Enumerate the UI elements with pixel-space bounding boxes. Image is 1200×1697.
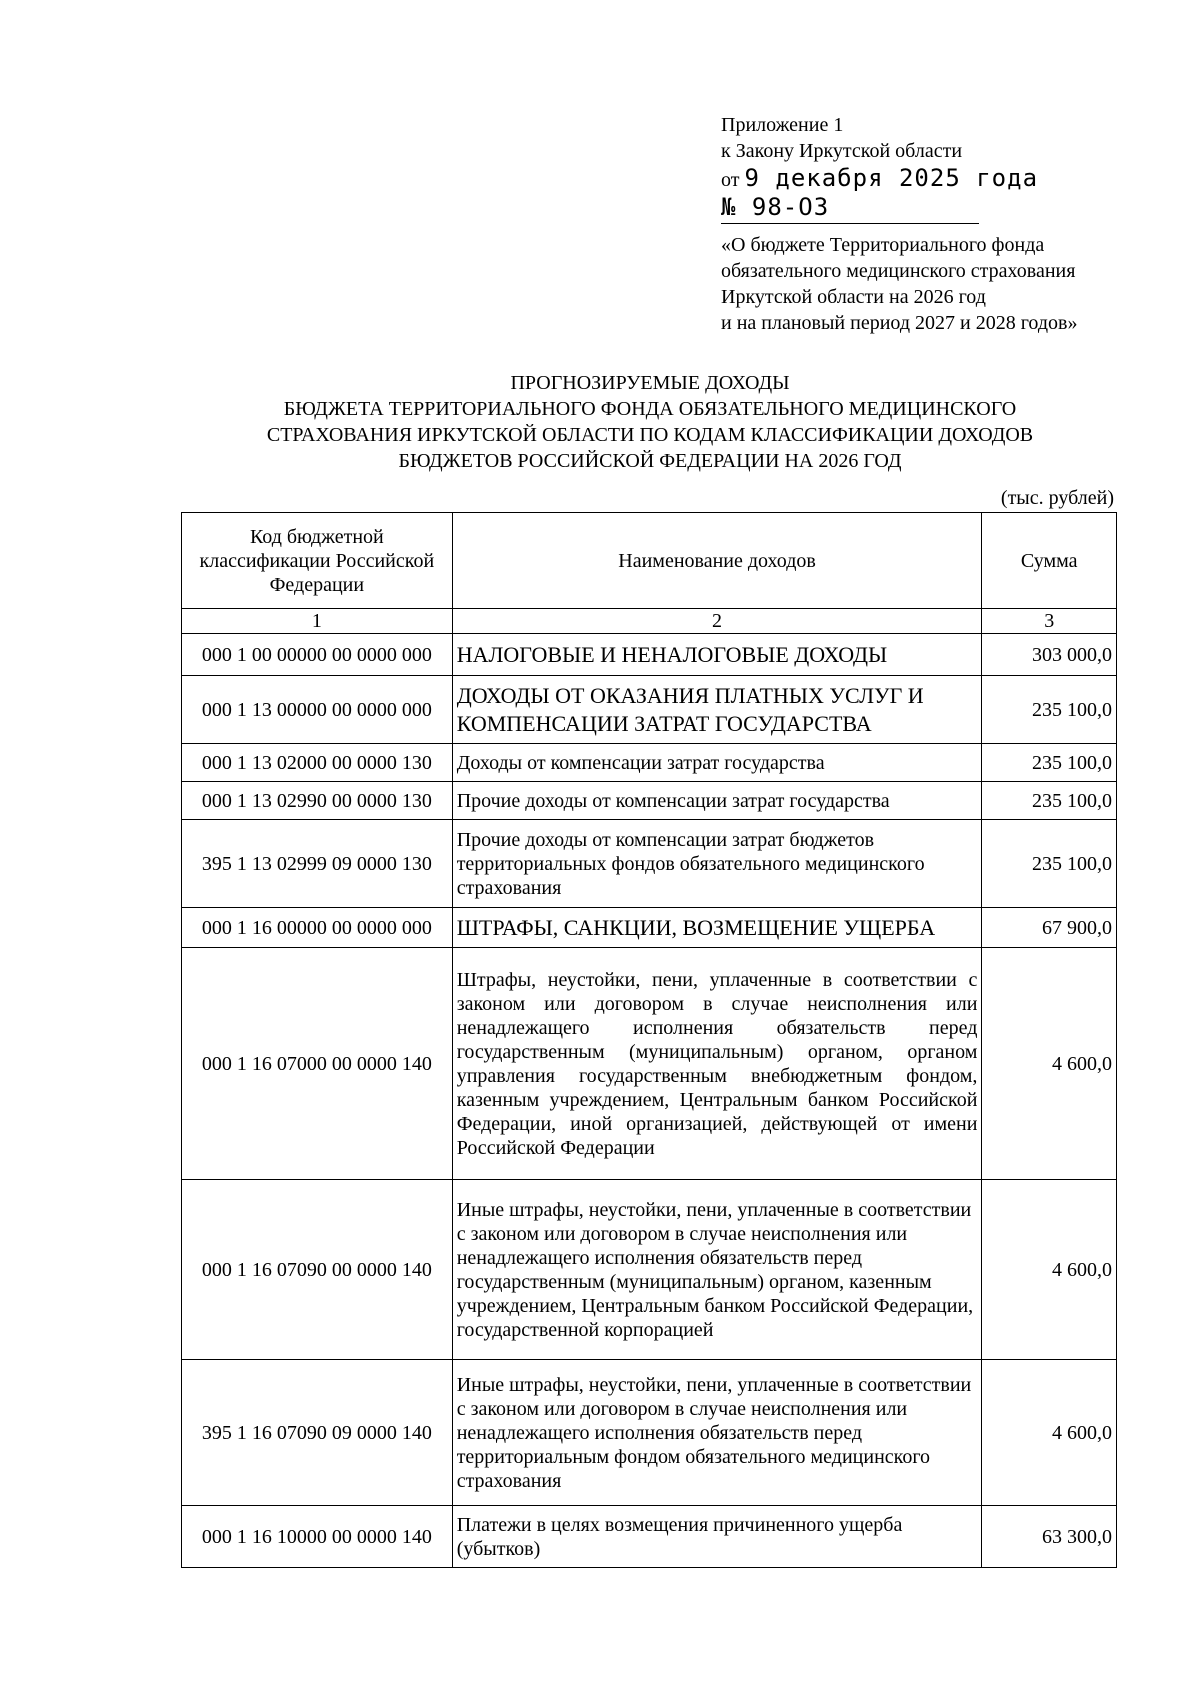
row-sum: 235 100,0 [982, 676, 1117, 744]
law-title-line: Иркутской области на 2026 год [721, 286, 986, 308]
table-row [182, 1360, 1117, 1506]
header-sum: Сумма [982, 513, 1117, 609]
row-name: ШТРАФЫ, САНКЦИИ, ВОЗМЕЩЕНИЕ УЩЕРБА [452, 908, 982, 948]
law-number: № 98-ОЗ [721, 193, 979, 224]
header-name: Наименование доходов [452, 513, 982, 609]
row-code: 000 1 13 00000 00 0000 000 [182, 676, 453, 744]
row-code: 000 1 16 00000 00 0000 000 [182, 908, 453, 948]
row-code: 000 1 13 02000 00 0000 130 [182, 744, 453, 782]
row-sum: 4 600,0 [982, 948, 1117, 1180]
row-sum: 63 300,0 [982, 1506, 1117, 1568]
row-name: Штрафы, неустойки, пени, уплаченные в соответствии с законом или договором в случае неисполнения или ненадлежащего исполнения обязательств перед государственным (муниципальным) органом, органом управления государственным внебюджетным фондом, казенным учреждением, Центральным банком Российской Федерации, иной организацией, действующей от имени Российской Федерации [452, 948, 982, 1180]
row-sum: 235 100,0 [982, 744, 1117, 782]
row-code: 395 1 16 07090 09 0000 140 [182, 1360, 453, 1506]
appendix-date [721, 164, 1181, 193]
date-prefix: от [721, 169, 740, 191]
row-code: 000 1 13 02990 00 0000 130 [182, 782, 453, 820]
table-row [182, 744, 1117, 782]
column-number-row [182, 609, 1117, 634]
table-row [182, 1506, 1117, 1568]
title-line: БЮДЖЕТА ТЕРРИТОРИАЛЬНОГО ФОНДА ОБЯЗАТЕЛЬНОГО МЕДИЦИНСКОГО [283, 398, 1017, 420]
row-name: Прочие доходы от компенсации затрат бюджетов территориальных фондов обязательного медицинского страхования [452, 820, 982, 908]
title-line: СТРАХОВАНИЯ ИРКУТСКОЙ ОБЛАСТИ ПО КОДАМ КЛАССИФИКАЦИИ ДОХОДОВ [266, 424, 1034, 446]
income-table [181, 512, 1117, 1568]
row-sum: 235 100,0 [982, 820, 1117, 908]
row-name: Доходы от компенсации затрат государства [452, 744, 982, 782]
table-row [182, 676, 1117, 744]
row-name: Иные штрафы, неустойки, пени, уплаченные в соответствии с законом или договором в случае неисполнения или ненадлежащего исполнения обязательств перед государственным (муниципальным) органом, казенным учреждением, Центральным банком Российской Федерации, государственной корпорацией [452, 1180, 982, 1360]
row-code: 000 1 16 07090 00 0000 140 [182, 1180, 453, 1360]
appendix-block [721, 112, 1181, 336]
row-sum: 4 600,0 [982, 1360, 1117, 1506]
row-code: 000 1 16 07000 00 0000 140 [182, 948, 453, 1180]
document-title [160, 370, 1140, 474]
unit-label: (тыс. рублей) [1000, 487, 1114, 509]
row-code: 000 1 16 10000 00 0000 140 [182, 1506, 453, 1568]
table-row [182, 634, 1117, 676]
column-number: 3 [982, 609, 1117, 634]
row-name: Иные штрафы, неустойки, пени, уплаченные в соответствии с законом или договором в случае неисполнения или ненадлежащего исполнения обязательств перед территориальным фондом обязательного медицинского страхования [452, 1360, 982, 1506]
table-header-row [182, 513, 1117, 609]
appendix-label: Приложение 1 [721, 114, 844, 136]
law-title-line: обязательного медицинского страхования [721, 260, 1076, 282]
title-line: БЮДЖЕТОВ РОССИЙСКОЙ ФЕДЕРАЦИИ НА 2026 ГОД [398, 450, 902, 472]
row-name: Платежи в целях возмещения причиненного ущерба (убытков) [452, 1506, 982, 1568]
row-code: 395 1 13 02999 09 0000 130 [182, 820, 453, 908]
table-row [182, 908, 1117, 948]
title-line: ПРОГНОЗИРУЕМЫЕ ДОХОДЫ [510, 372, 790, 394]
table-row [182, 948, 1117, 1180]
law-title-line: «О бюджете Территориального фонда [721, 234, 1045, 256]
row-sum: 303 000,0 [982, 634, 1117, 676]
row-name: ДОХОДЫ ОТ ОКАЗАНИЯ ПЛАТНЫХ УСЛУГ И КОМПЕНСАЦИИ ЗАТРАТ ГОСУДАРСТВА [452, 676, 982, 744]
column-number: 2 [452, 609, 982, 634]
row-name: Прочие доходы от компенсации затрат государства [452, 782, 982, 820]
row-name: НАЛОГОВЫЕ И НЕНАЛОГОВЫЕ ДОХОДЫ [452, 634, 982, 676]
row-sum: 67 900,0 [982, 908, 1117, 948]
row-sum: 4 600,0 [982, 1180, 1117, 1360]
header-code: Код бюджетной классификации Российской Федерации [182, 513, 453, 609]
row-code: 000 1 00 00000 00 0000 000 [182, 634, 453, 676]
date-value: 9 декабря 2025 года [744, 164, 1039, 192]
table-row [182, 782, 1117, 820]
table-row [182, 1180, 1117, 1360]
row-sum: 235 100,0 [982, 782, 1117, 820]
column-number: 1 [182, 609, 453, 634]
law-title-line: и на плановый период 2027 и 2028 годов» [721, 312, 1078, 334]
appendix-number-line [721, 193, 1181, 224]
table-row [182, 820, 1117, 908]
appendix-law-reference: к Закону Иркутской области [721, 140, 963, 162]
